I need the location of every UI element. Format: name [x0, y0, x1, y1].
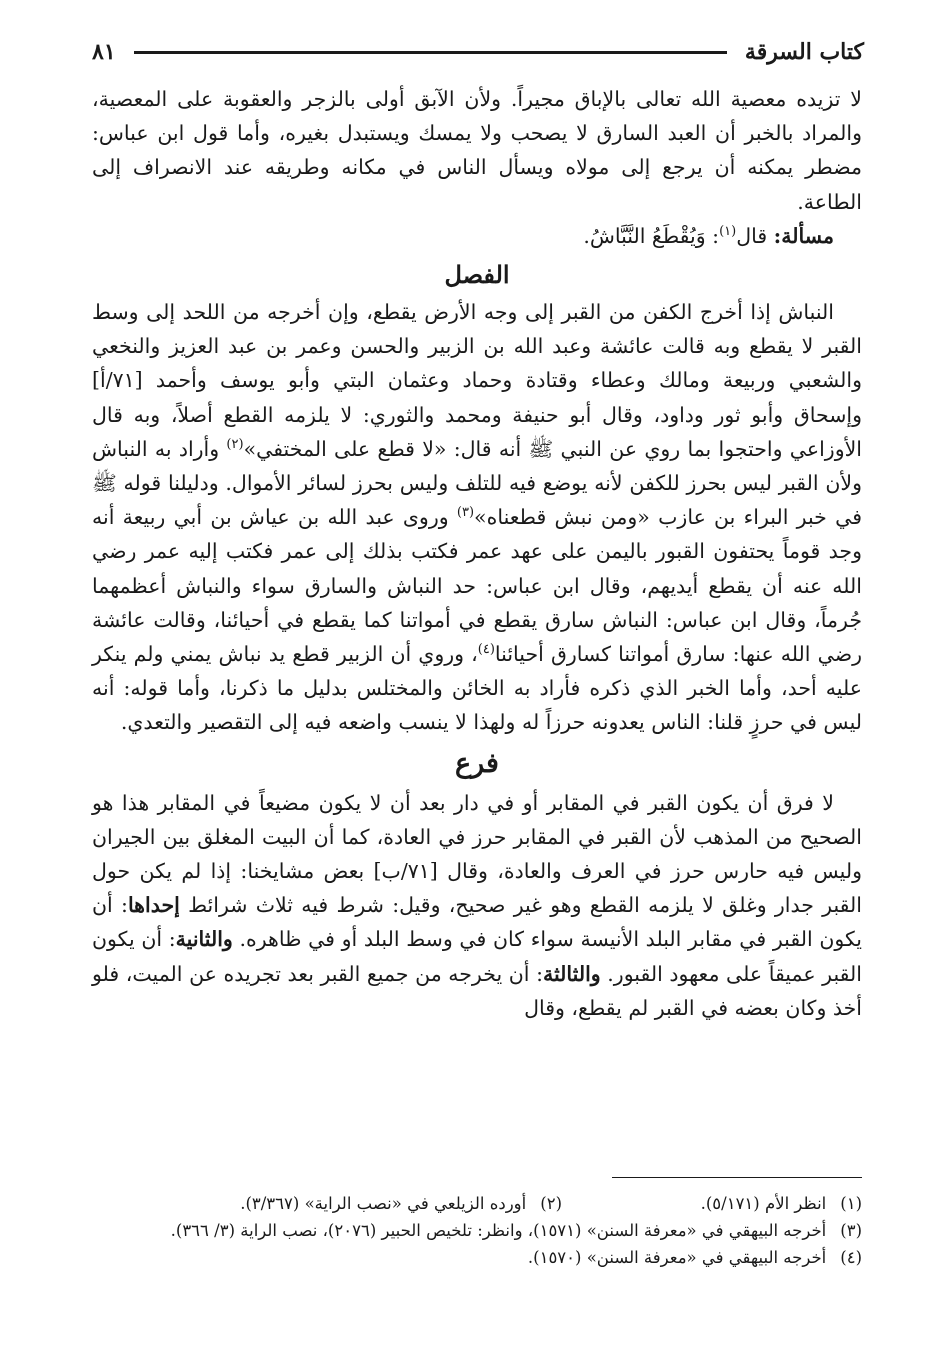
far-text-b: : أن يكون القبر في مقابر البلد الأنيسة سواء كان في وسط البلد أو في ظاهره. [92, 893, 862, 952]
footnote-ref-4: (٤) [477, 642, 495, 658]
chapter-title: كتاب السرقة [744, 39, 864, 65]
fasl-text-a: النباش إذا أخرج الكفن من القبر إلى وجه الأرض يقطع، وإن أخرجه من اللحد إلى وسط القبر لا يقطع وبه قالت عائشة وعبد الله بن الزبير والحسن وعمر بن عبد العزيز والنخعي والشعبي وربيعة ومالك وعطاء وقتادة وحماد وعثمان البتي وأبو يوسف وأحمد [٧١/أ] وإسحاق وأبو ثور وداود، وقال أبو حنيفة ومحمد والثوري: لا يلزمه القطع أصلاً، وبه قال الأوزاعي واحتجوا بما روي عن النبي ﷺ أنه قال: «لا قطع على المختفي» [92, 300, 862, 461]
footnote-text: انظر الأم (٥/١٧١). [700, 1194, 827, 1213]
footnote-number: (٤) [840, 1248, 862, 1267]
header-rule [134, 51, 727, 54]
footnote-text: أخرجه البيهقي في «معرفة السنن» (١٥٧١)، وانظر: تلخيص الحبير (٢٠٧٦)، نصب الراية (٣/ ٣٦٦). [170, 1221, 827, 1240]
paragraph-continuation: لا تزيده معصية الله تعالى بالإباق مجيراً. ولأن الآبق أولى بالزجر والعقوبة على المعصية، والمراد بالخبر أن العبد السارق لا يصحب ولا يمسك ويستبدل بغيره، وأما قول ابن عباس: مضطر يمكنه أن يرجع إلى مولاه ويسأل الناس في مكانه وطريقه عند الانصراف إلى الطاعة. [92, 87, 862, 214]
first-condition-label: إحداها [127, 893, 180, 918]
footnote-text: أورده الزيلعي في «نصب الراية» (٣/٣٦٧). [240, 1194, 527, 1213]
far-text-c: : أن يكون القبر عميقاً على معهود القبور. [92, 927, 862, 986]
footnote-row-1-2 [92, 1190, 862, 1217]
footnote-separator [612, 1177, 862, 1178]
running-header [92, 34, 864, 70]
footnote-number: (١) [840, 1194, 862, 1213]
masala-pre: قال [736, 223, 774, 248]
section-heading-fasl: الفصل [444, 260, 510, 290]
footnotes [92, 1190, 862, 1271]
fasl-text-d: ، وروي أن الزبير قطع يد نباش يمني ولم ينكر عليه أحد، وأما الخبر الذي ذكره فأراد به الخائن والمختلس بدليل ما ذكرنا، وأما قوله: أنه ليس في حرزٍ قلنا: الناس يعدونه حرزاً له ولهذا لا ينسب واضعه فيه إلى التقصير والتعدي. [92, 642, 862, 735]
page-number: ٨١ [92, 39, 116, 65]
third-condition-label: والثالثة [543, 961, 601, 986]
far-text-a: لا فرق أن يكون القبر في المقابر أو في دار بعد أن لا يكون مضيعاً في المقابر هذا هو الصحيح من المذهب لأن القبر في المقابر حرز في العادة، كما أن البيت المغلق بين الجيران وليس فيه حارس حرز في العرف والعادة، وقال [٧١/ب] بعض مشايخنا: إذا لم يكن حول القبر جدار وغلق لا يلزمه القطع وهو غير صحيح، وقيل: شرط فيه ثلاث شرائط [92, 790, 862, 918]
fasl-text-b: وأراد به النباش ولأن القبر ليس بحرز للكفن لأنه يوضع فيه للتلف وليس بحرز لسائر الأموال. ودليلنا قوله ﷺ في خبر البراء بن عازب «ومن نبش قطعناه» [92, 436, 862, 530]
footnote-number: (٢) [540, 1194, 562, 1213]
footnote-ref-1: (١) [719, 223, 737, 239]
footnote-2 [240, 1190, 562, 1217]
far-text-d: : أن يخرجه من جميع القبر بعد تجريده عن الميت، فلو أخذ وكان بعضه في القبر لم يقطع، وقال [92, 961, 862, 1020]
second-condition-label: والثانية [175, 927, 233, 952]
footnote-1 [562, 1190, 862, 1217]
footnote-ref-3: (٣) [456, 505, 475, 521]
masala-line [92, 219, 862, 253]
footnote-3 [92, 1217, 862, 1244]
masala-label: مسألة: [773, 223, 834, 248]
footnote-ref-2: (٢) [226, 437, 244, 452]
main-text [92, 82, 862, 1025]
paragraph-fasl [92, 295, 862, 740]
footnote-text: أخرجه البيهقي في «معرفة السنن» (١٥٧٠). [527, 1248, 827, 1267]
footnote-4 [92, 1244, 862, 1271]
fasl-text-c: وروى عبد الله بن عياش بن أبي ربيعة أنه وجد قوماً يحتفون القبور باليمن على عهد عمر فكتب بذلك إلى عمر فكتب إليه عمر رضي الله عنه أن يقطع أيديهم، وقال ابن عباس: حد النباش والسارق سواء والنباش أعظمهما جُرماً، وقال ابن عباس: النباش سارق يقطع في أمواتنا كما يقطع في أحيائنا، وقالت عائشة رضي الله عنها: سارق أمواتنا كسارق أحيائنا [92, 505, 862, 667]
footnote-number: (٣) [840, 1221, 862, 1240]
section-heading-far: فرع [455, 747, 499, 779]
masala-post: : وَيُقْطَعُ النَّبَّاشُ. [583, 223, 720, 248]
paragraph-far [92, 786, 862, 1025]
